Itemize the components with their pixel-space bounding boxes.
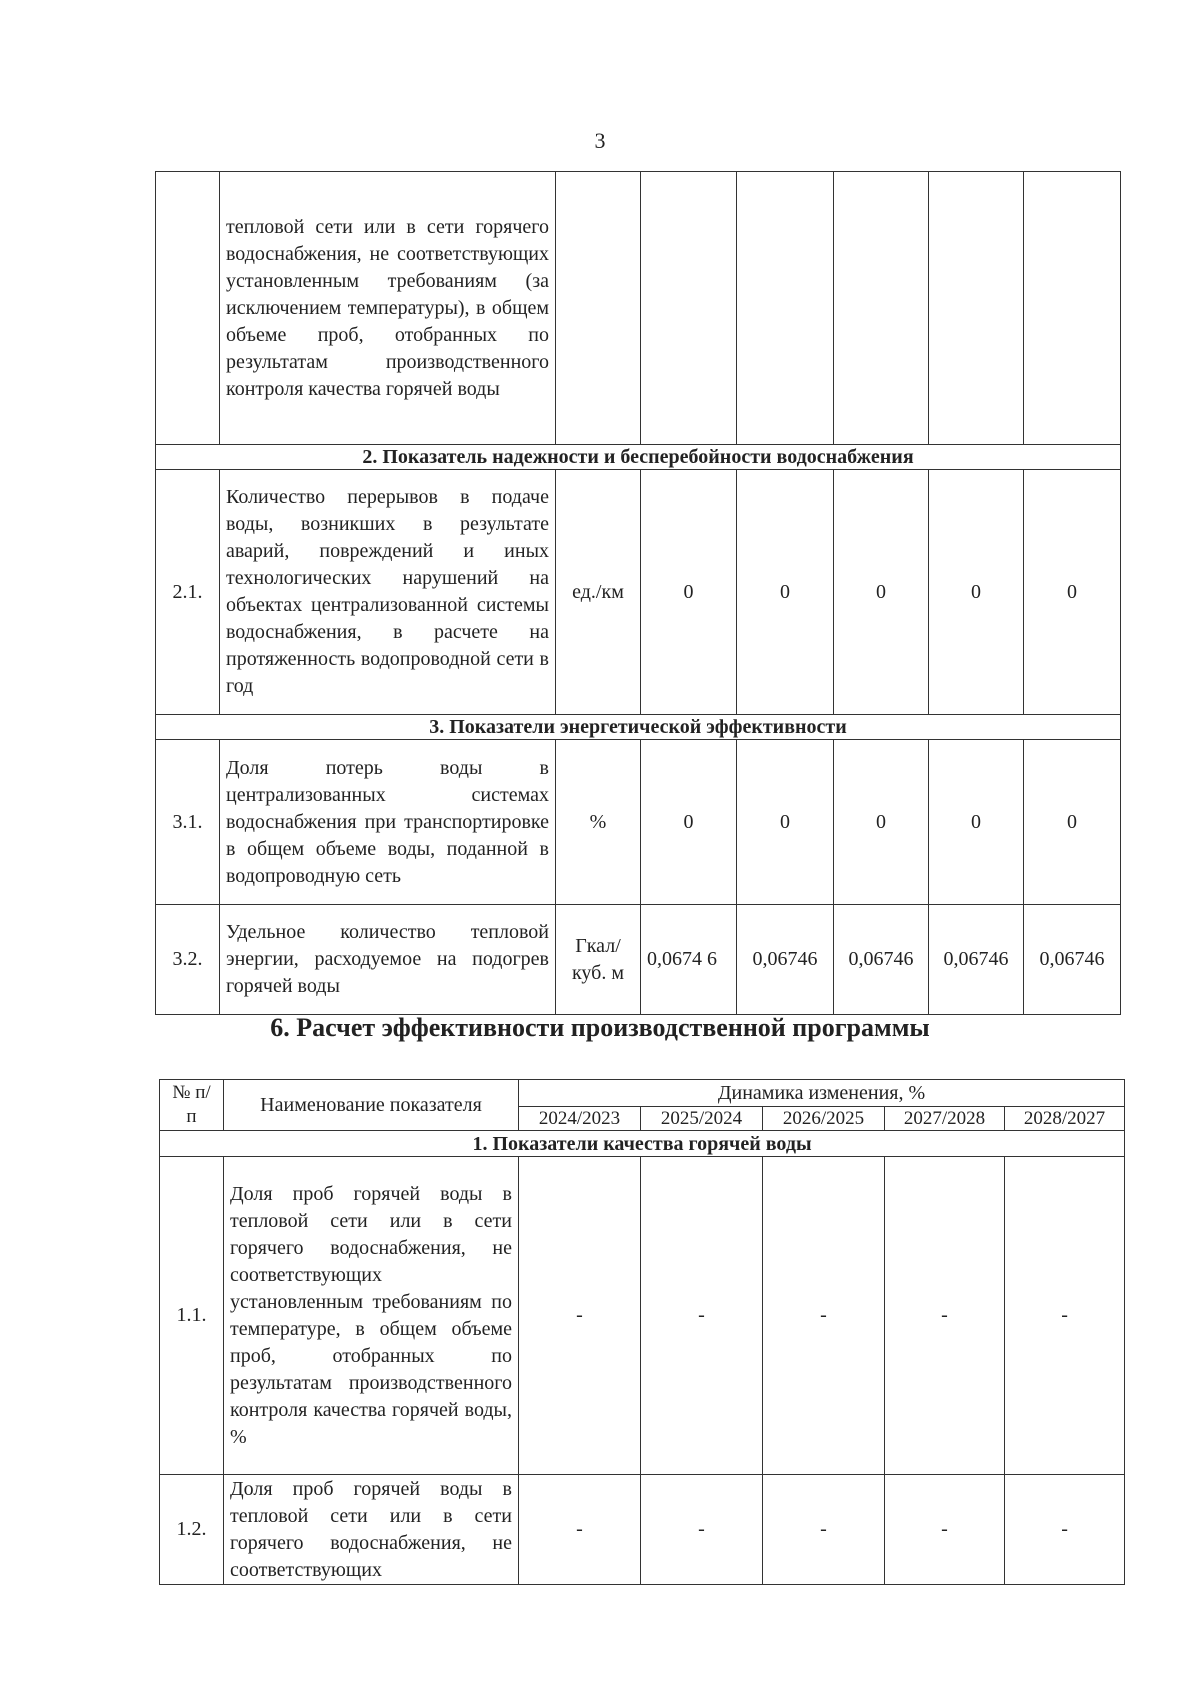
year-header: 2028/2027 (1005, 1107, 1125, 1131)
unit-cell (556, 172, 641, 445)
value-cell: 0,06746 (834, 905, 929, 1015)
value-cell: - (1005, 1157, 1125, 1475)
unit-cell: Гкал/ куб. м (556, 905, 641, 1015)
unit-cell: ед./км (556, 470, 641, 715)
value-cell: - (763, 1157, 885, 1475)
section-row (156, 715, 1121, 740)
value-cell: - (885, 1157, 1005, 1475)
indicators-table (155, 171, 1121, 1015)
value-cell: 0,0674 6 (641, 905, 737, 1015)
row-number: 2.1. (156, 470, 220, 715)
indicator-name: Доля проб горячей воды в тепловой сети или в сети горячего водоснабжения, не соответствующих (224, 1475, 519, 1585)
row-number (156, 172, 220, 445)
section-row (160, 1131, 1125, 1157)
header-row (160, 1080, 1125, 1107)
value-cell: 0,06746 (929, 905, 1024, 1015)
table-row (156, 470, 1121, 715)
row-number: 3.2. (156, 905, 220, 1015)
page-number: 3 (594, 128, 606, 153)
year-header: 2026/2025 (763, 1107, 885, 1131)
value-cell: - (641, 1475, 763, 1585)
row-number: 3.1. (156, 740, 220, 905)
indicator-name: тепловой сети или в сети горячего водоснабжения, не соответствующих установленным требованиям (за исключением температуры), в общем объеме проб, отобранных по результатам производственного контроля качества горячей воды (220, 172, 556, 445)
section-row (156, 445, 1121, 470)
table-row (160, 1475, 1125, 1585)
header-num: № п/п (160, 1080, 224, 1131)
indicator-name: Доля проб горячей воды в тепловой сети или в сети горячего водоснабжения, не соответствующих установленным требованиям по температуре, в общем объеме проб, отобранных по результатам производственного контроля качества горячей воды, % (224, 1157, 519, 1475)
value-cell: 0 (1024, 740, 1121, 905)
value-cell (1024, 172, 1121, 445)
value-cell: - (519, 1475, 641, 1585)
value-cell: 0 (641, 470, 737, 715)
value-cell: - (1005, 1475, 1125, 1585)
value-cell (834, 172, 929, 445)
table-row (156, 740, 1121, 905)
value-cell (929, 172, 1024, 445)
table-row (160, 1157, 1125, 1475)
header-dynamics: Динамика изменения, % (519, 1080, 1125, 1107)
year-header: 2024/2023 (519, 1107, 641, 1131)
value-cell: 0 (641, 740, 737, 905)
value-cell (737, 172, 834, 445)
value-cell: - (641, 1157, 763, 1475)
unit-cell: % (556, 740, 641, 905)
value-cell: - (885, 1475, 1005, 1585)
value-cell (641, 172, 737, 445)
value-cell: 0 (834, 470, 929, 715)
section-2-title: 2. Показатель надежности и бесперебойности водоснабжения (156, 445, 1121, 470)
year-header: 2025/2024 (641, 1107, 763, 1131)
value-cell: 0 (834, 740, 929, 905)
value-cell: 0 (929, 470, 1024, 715)
row-number: 1.2. (160, 1475, 224, 1585)
indicator-name: Количество перерывов в подаче воды, возникших в результате аварий, повреждений и иных технологических нарушений на объектах централизованной системы водоснабжения, в расчете на протяженность водопроводной сети в год (220, 470, 556, 715)
value-cell: 0 (737, 470, 834, 715)
section-6-heading: 6. Расчет эффективности производственной программы (270, 1013, 930, 1042)
section-1-title: 1. Показатели качества горячей воды (160, 1131, 1125, 1157)
year-header: 2027/2028 (885, 1107, 1005, 1131)
value-cell: - (763, 1475, 885, 1585)
value-cell: 0,06746 (1024, 905, 1121, 1015)
value-cell: 0 (929, 740, 1024, 905)
header-name: Наименование показателя (224, 1080, 519, 1131)
indicator-name: Доля потерь воды в централизованных системах водоснабжения при транспортировке в общем объеме воды, поданной в водопроводную сеть (220, 740, 556, 905)
table-row (156, 905, 1121, 1015)
value-cell: - (519, 1157, 641, 1475)
value-cell: 0 (1024, 470, 1121, 715)
section-3-title: 3. Показатели энергетической эффективности (156, 715, 1121, 740)
efficiency-table (159, 1079, 1125, 1585)
table-row (156, 172, 1121, 445)
row-number: 1.1. (160, 1157, 224, 1475)
value-cell: 0,06746 (737, 905, 834, 1015)
indicator-name: Удельное количество тепловой энергии, расходуемое на подогрев горячей воды (220, 905, 556, 1015)
value-cell: 0 (737, 740, 834, 905)
